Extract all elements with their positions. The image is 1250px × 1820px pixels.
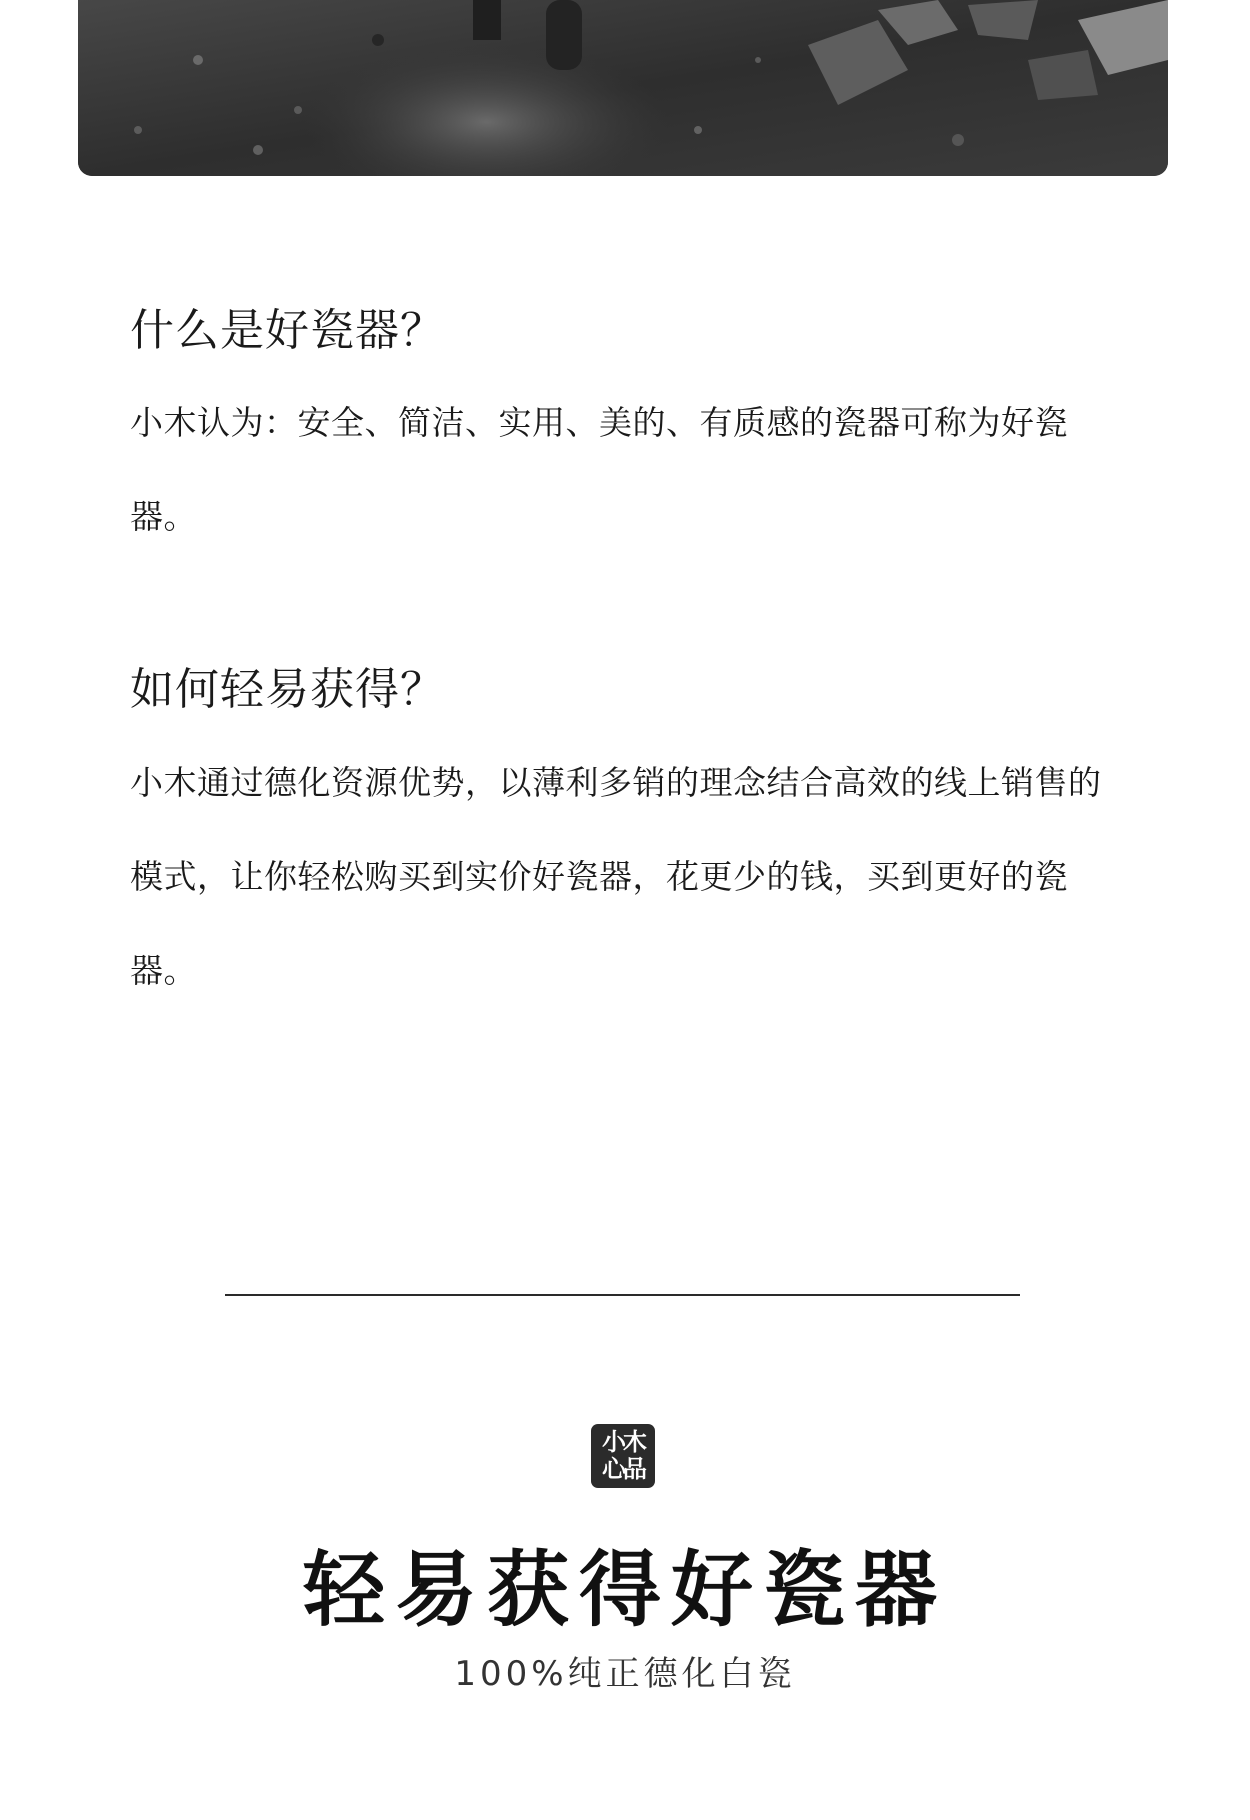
grayscale-landscape-image	[78, 0, 1168, 176]
section-body-what-is-good-porcelain: 小木认为：安全、简洁、实用、美的、有质感的瓷器可称为好瓷器。	[130, 403, 1068, 536]
brand-logo	[591, 1424, 655, 1488]
brand-logo-line-1: 小木	[602, 1428, 644, 1456]
hero-photo	[78, 0, 1168, 176]
section-divider	[225, 1294, 1020, 1296]
brand-logo-line-2: 心品	[602, 1455, 644, 1483]
section-heading-what-is-good-porcelain: 什么是好瓷器？	[130, 305, 445, 356]
section-body-how-to-obtain: 小木通过德化资源优势，以薄利多销的理念结合高效的线上销售的模式，让你轻松购买到实价好瓷器，花更少的钱，买到更好的瓷器。	[130, 763, 1102, 990]
section-heading-how-to-obtain: 如何轻易获得？	[130, 664, 445, 715]
tagline: 100%纯正德化白瓷	[454, 1654, 796, 1694]
slogan: 轻易获得好瓷器	[302, 1543, 947, 1638]
